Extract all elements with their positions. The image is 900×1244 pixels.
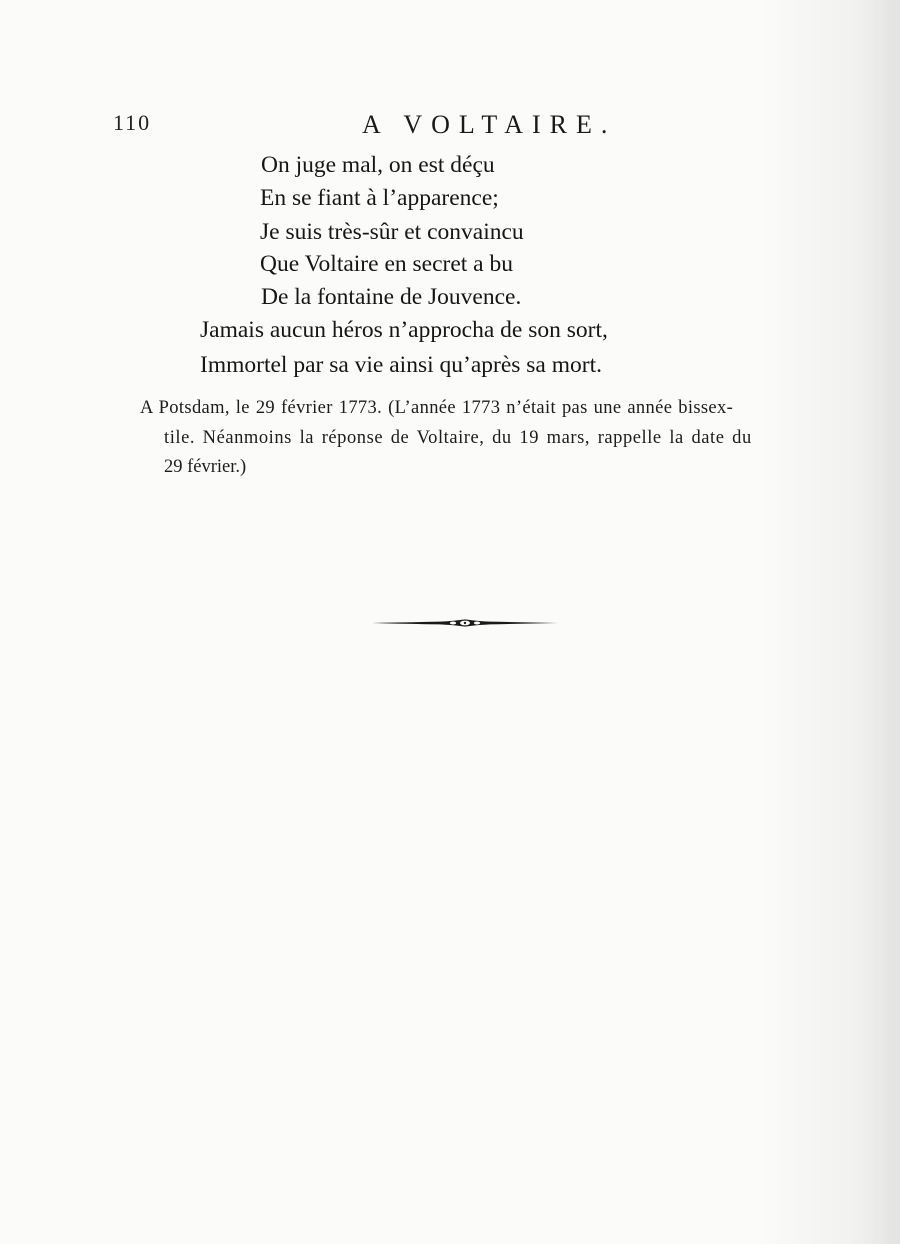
running-title: A VOLTAIRE.: [362, 110, 617, 139]
note-line: tile. Néanmoins la réponse de Voltaire, du 19 mars, rappelle la date du: [164, 428, 752, 448]
poem-line: Je suis très-sûr et convaincu: [260, 219, 524, 245]
tailpiece-ornament-icon: [370, 614, 560, 632]
poem-line: Jamais aucun héros n’approcha de son sort,: [200, 317, 608, 343]
page-number: 110: [113, 110, 152, 135]
poem-line: En se fiant à l’apparence;: [260, 185, 499, 211]
poem-line: De la fontaine de Jouvence.: [261, 284, 522, 310]
note-line: A Potsdam, le 29 février 1773. (L’année 1773 n’était pas une année bissex-: [140, 398, 734, 418]
poem-line: On juge mal, on est déçu: [261, 152, 495, 178]
page-edge-shadow: [760, 0, 900, 1244]
running-head: [0, 110, 900, 140]
poem-line: Immortel par sa vie ainsi qu’après sa mort.: [200, 352, 602, 378]
note-line: 29 février.): [164, 457, 247, 477]
poem-line: Que Voltaire en secret a bu: [260, 251, 513, 277]
